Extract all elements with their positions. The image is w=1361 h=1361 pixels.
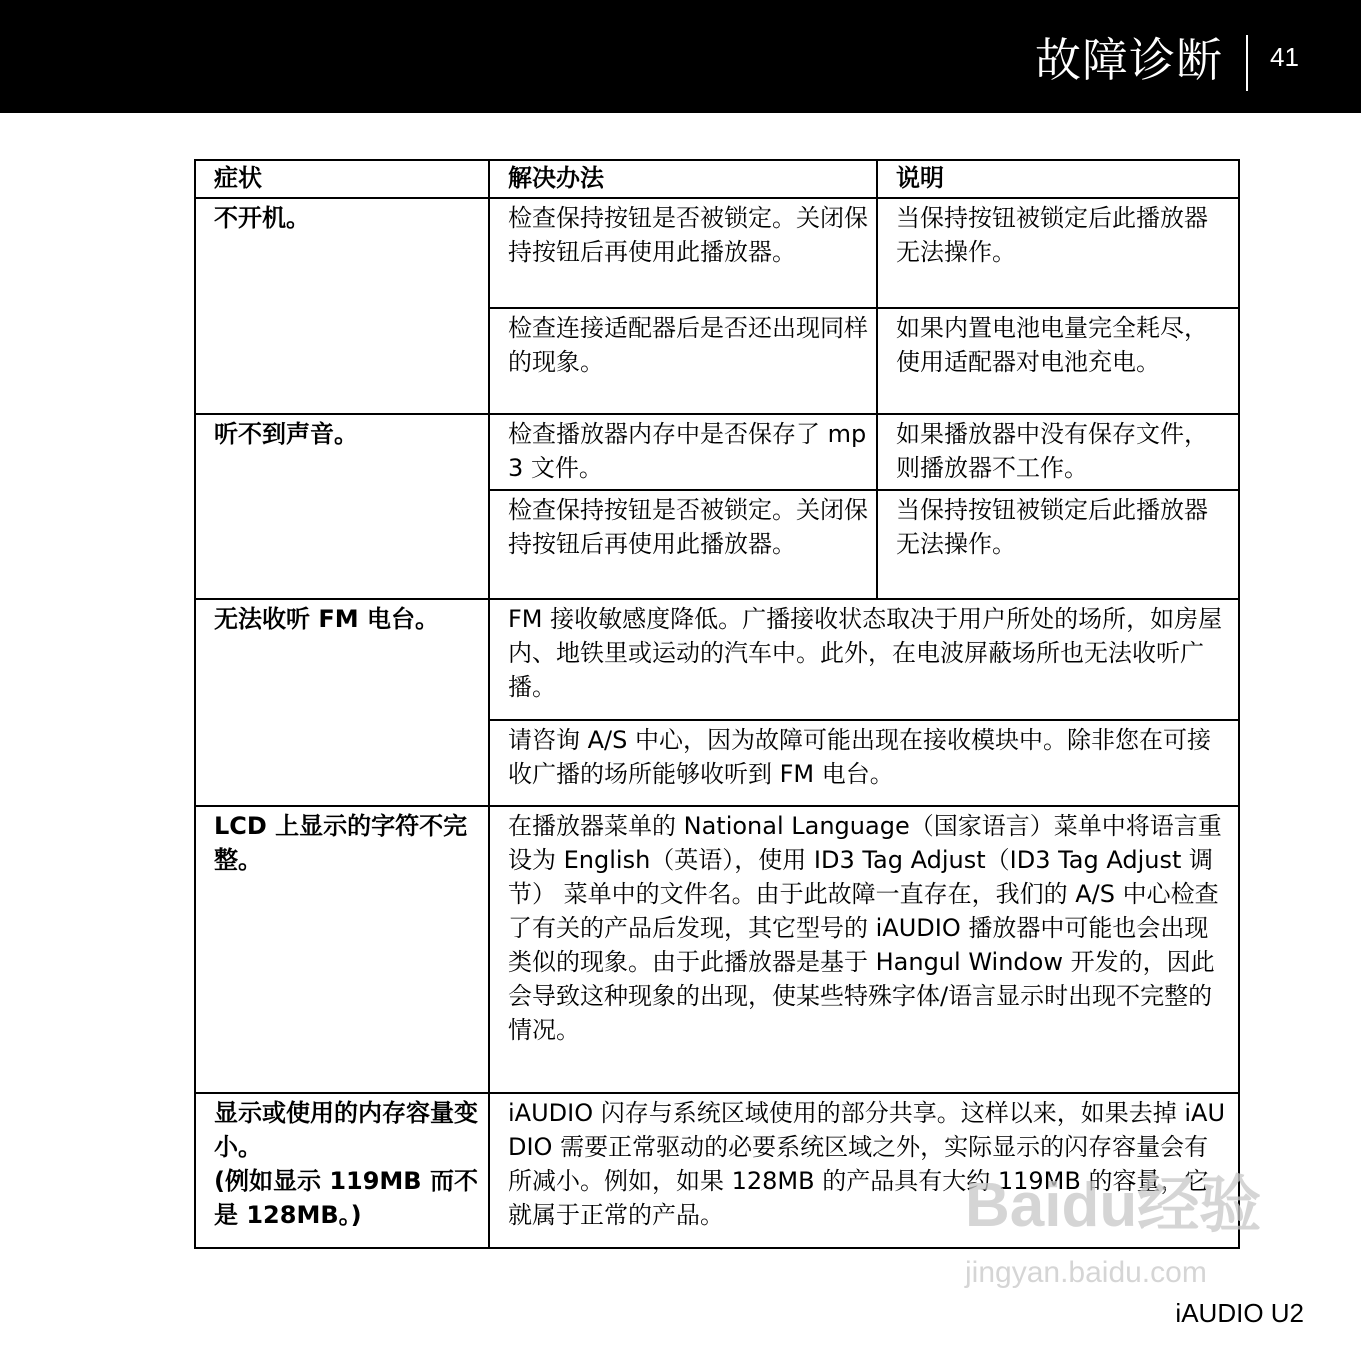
- symptom-cell: 听不到声音。: [195, 414, 489, 599]
- table-row: [195, 414, 1239, 490]
- solution-cell: 检查保持按钮是否被锁定。关闭保持按钮后再使用此播放器。: [489, 490, 877, 599]
- watermark: [965, 1170, 1285, 1310]
- column-header-symptom: 症状: [195, 160, 489, 198]
- table-row: [195, 599, 1239, 720]
- symptom-cell: 无法收听 FM 电台。: [195, 599, 489, 806]
- solution-cell: 检查保持按钮是否被锁定。关闭保持按钮后再使用此播放器。: [489, 198, 877, 308]
- explanation-cell: iAUDIO 闪存与系统区域使用的部分共享。这样以来，如果去掉 iAUDIO 需要正常驱动的必要系统区域之外，实际显示的闪存容量会有所减小。例如，如果 128MB 的产品具有大约 119MB 的容量，它就属于正常的产品。: [489, 1093, 1239, 1248]
- watermark-logo: Baidu经验: [965, 1171, 1262, 1240]
- footer-brand: iAUDIO U2: [1175, 1298, 1304, 1328]
- column-header-solution: 解决办法: [489, 160, 877, 198]
- header-divider: [1246, 35, 1248, 91]
- explanation-cell: FM 接收敏感度降低。广播接收状态取决于用户所处的场所，如房屋内、地铁里或运动的汽车中。此外，在电波屏蔽场所也无法收听广播。: [489, 599, 1239, 720]
- note-cell: 如果播放器中没有保存文件，则播放器不工作。: [877, 414, 1239, 490]
- explanation-cell: 请咨询 A/S 中心，因为故障可能出现在接收模块中。除非您在可接收广播的场所能够收听到 FM 电台。: [489, 720, 1239, 806]
- note-cell: 当保持按钮被锁定后此播放器无法操作。: [877, 490, 1239, 599]
- header-bar: [0, 0, 1361, 113]
- symptom-cell: [195, 1093, 489, 1248]
- symptom-line: 显示或使用的内存容量变小。: [214, 1099, 478, 1161]
- watermark-url: jingyan.baidu.com: [965, 1256, 1207, 1289]
- solution-cell: 检查连接适配器后是否还出现同样的现象。: [489, 308, 877, 414]
- table-row: [195, 198, 1239, 308]
- note-cell: 当保持按钮被锁定后此播放器无法操作。: [877, 198, 1239, 308]
- page-number: 41: [1270, 42, 1299, 72]
- page-title: 故障诊断: [1035, 33, 1223, 87]
- solution-cell: 检查播放器内存中是否保存了 mp3 文件。: [489, 414, 877, 490]
- table-header-row: [195, 160, 1239, 198]
- symptom-cell: 不开机。: [195, 198, 489, 414]
- explanation-cell: 在播放器菜单的 National Language（国家语言）菜单中将语言重设为 English（英语），使用 ID3 Tag Adjust（ID3 Tag Adjust 调节） 菜单中的文件名。由于此故障一直存在，我们的 A/S 中心检查了有关的产品后发现，其它型号的 iAUDIO 播放器中可能也会出现类似的现象。由于此播放器是基于 Hangul Window 开发的，因此会导致这种现象的出现，使某些特殊字体/语言显示时出现不完整的情况。: [489, 806, 1239, 1093]
- symptom-cell: LCD 上显示的字符不完整。: [195, 806, 489, 1093]
- column-header-note: 说明: [877, 160, 1239, 198]
- table-row: [195, 806, 1239, 1093]
- symptom-example-line: (例如显示 119MB 而不是 128MB。): [214, 1167, 478, 1229]
- note-cell: 如果内置电池电量完全耗尽，使用适配器对电池充电。: [877, 308, 1239, 414]
- troubleshooting-table: [194, 159, 1240, 1249]
